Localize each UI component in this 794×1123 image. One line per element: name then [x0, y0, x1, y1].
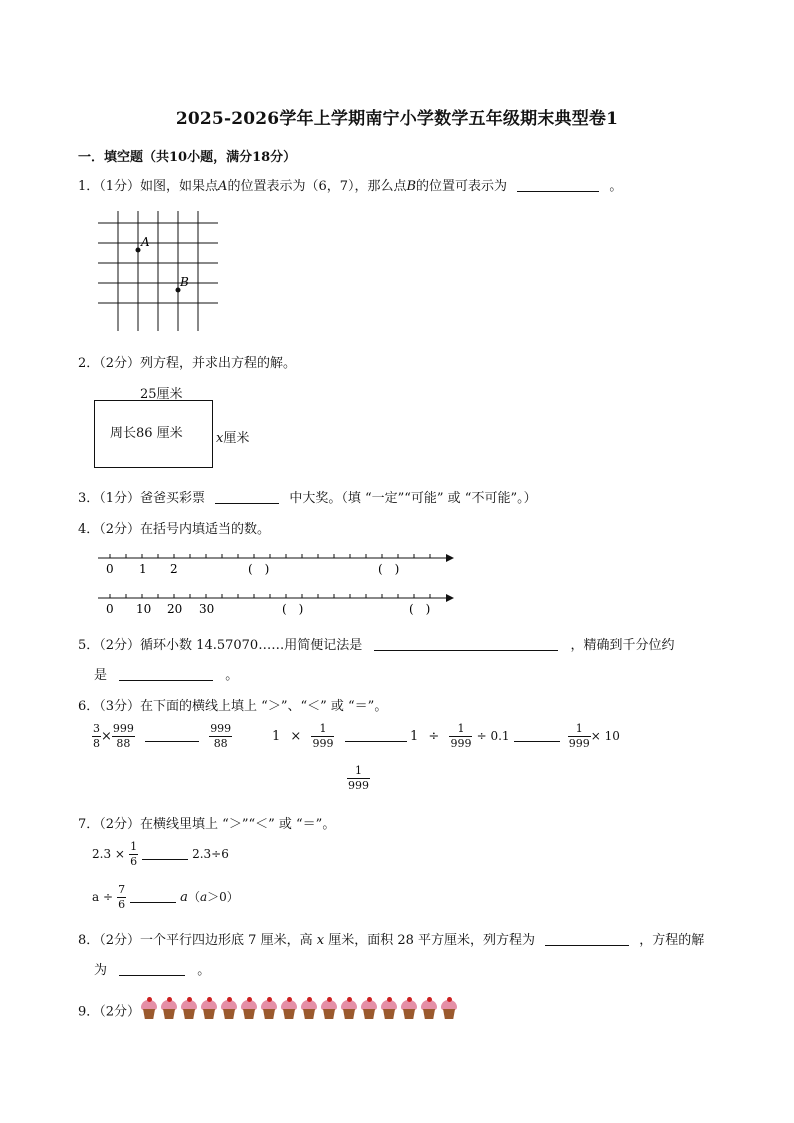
q5-prefix: 5．（2分）循环小数 14.57070……用简便记法是 [78, 638, 363, 653]
q6-e2-rhs-frac: $\frac{1}{999}$ [348, 764, 369, 792]
q7-row-1: 2.3 × $\frac{1}{6}$ 2.3÷6 [92, 840, 229, 868]
q6-expr-1: $\frac{3}{8}$ × $\frac{999}{88}$ $\frac{999}{88}$ [93, 722, 232, 750]
q8-answer-blank-2[interactable] [119, 961, 185, 976]
q4-number-line-2 [96, 588, 456, 618]
q2-side-unit: 厘米 [223, 431, 250, 446]
q6-expr-3: 1 ÷ $\frac{1}{999}$ ÷ 0.1 $\frac{1}{999}$ × 10 [410, 722, 620, 750]
q1-answer-blank[interactable] [517, 177, 599, 192]
grid-point-a [136, 248, 141, 253]
question-6: 6．（3分）在下面的横线上填上 “＞”、“＜” 或 “＝”。 [78, 699, 388, 714]
q6-e1-rhs-frac: $\frac{999}{88}$ [210, 722, 232, 750]
page-title: 2025-2026学年上学期南宁小学数学五年级期末典型卷1 [175, 109, 619, 129]
q8-mid: 厘米，面积 28 平方厘米，列方程为 [328, 933, 536, 948]
q8-var: x [316, 933, 325, 948]
cupcake-icon [180, 1000, 198, 1020]
q6-e2-frac: $\frac{1}{999}$ [312, 722, 334, 750]
cupcake-icon [140, 1000, 158, 1020]
q1-suffix: 的位置可表示为 [416, 179, 508, 194]
q8-prefix: 8．（2分）一个平行四边形底 7 厘米，高 [78, 933, 313, 948]
nl1-tick-1: 1 [139, 562, 147, 576]
cupcake-icon [300, 1000, 318, 1020]
q6-e3-frac: $\frac{1}{999}$ [450, 722, 472, 750]
grid-label-a: A [141, 235, 150, 249]
q6-e1-frac2: $\frac{999}{88}$ [112, 722, 134, 750]
nl2-tick-0: 0 [106, 602, 114, 616]
cupcake-icon [420, 1000, 438, 1020]
nl1-tick-2: 2 [170, 562, 178, 576]
q1-mid: 的位置表示为（6，7），那么点 [227, 179, 407, 194]
question-4: 4．（2分）在括号内填适当的数。 [78, 522, 271, 537]
section-heading: 一．填空题（共10小题，满分18分） [78, 150, 297, 165]
q2-side-label [216, 427, 249, 446]
question-3 [78, 487, 537, 506]
nl2-blank-1: ( ) [282, 602, 304, 616]
question-5-line2 [94, 664, 238, 683]
cupcake-icon [360, 1000, 378, 1020]
q5-end: 。 [225, 668, 239, 683]
q4-number-line-1 [96, 548, 456, 578]
q6-expr-2-rhs [347, 764, 370, 793]
grid-label-b: B [180, 275, 189, 289]
cupcake-icon [400, 1000, 418, 1020]
nl2-tick-20: 20 [167, 602, 183, 616]
nl1-blank-1: ( ) [248, 562, 270, 576]
q1-prefix: 1．（1分）如图，如果点 [78, 179, 219, 194]
q5-suffix: ，精确到千分位约 [570, 638, 675, 653]
q8-line2-prefix: 为 [94, 963, 108, 978]
q3-answer-blank[interactable] [215, 489, 279, 504]
q6-blank-2[interactable] [345, 727, 407, 742]
cupcake-icon [440, 1000, 458, 1020]
cupcake-row [140, 1003, 460, 1018]
q1-point-b: B [406, 179, 417, 194]
question-5 [78, 634, 675, 653]
nl2-tick-30: 30 [199, 602, 215, 616]
q7-r1-frac: $\frac{1}{6}$ [130, 840, 138, 868]
cupcake-icon [260, 1000, 278, 1020]
q8-suffix: ，方程的解 [639, 933, 705, 948]
q5-answer-blank-2[interactable] [119, 666, 213, 681]
q6-e3-rhs-frac: $\frac{1}{999}$ [568, 722, 590, 750]
q6-e1-frac1: $\frac{3}{8}$ [93, 722, 100, 750]
q8-answer-blank-1[interactable] [545, 931, 629, 946]
cupcake-icon [280, 1000, 298, 1020]
question-2: 2．（2分）列方程，并求出方程的解。 [78, 356, 297, 371]
q3-suffix: 中大奖。（填 “一定”“可能” 或 “不可能”。） [289, 491, 537, 506]
q7-blank-1[interactable] [142, 845, 188, 860]
q2-inner-label: 周长86 厘米 [110, 426, 183, 441]
question-1 [78, 175, 622, 194]
q3-prefix: 3．（1分）爸爸买彩票 [78, 491, 206, 506]
q9-prefix: 9．（2分） [78, 1004, 141, 1020]
q7-row-2: a ÷ $\frac{7}{6}$ a（a＞0） [92, 883, 239, 911]
q6-blank-1[interactable] [145, 727, 199, 742]
question-7: 7．（2分）在横线里填上 “＞”“＜” 或 “＝”。 [78, 817, 336, 832]
q1-point-a: A [218, 179, 228, 194]
nl1-tick-0: 0 [106, 562, 114, 576]
q6-expr-2: 1 × $\frac{1}{999}$ [272, 722, 413, 751]
question-9 [78, 1000, 460, 1020]
question-8 [78, 929, 704, 948]
q1-end: 。 [609, 179, 623, 194]
cupcake-icon [200, 1000, 218, 1020]
cupcake-icon [220, 1000, 238, 1020]
q7-blank-2[interactable] [130, 888, 176, 903]
question-8-line2 [94, 959, 210, 978]
q6-blank-3[interactable] [514, 727, 560, 742]
cupcake-icon [340, 1000, 358, 1020]
q2-side-var: x [216, 431, 224, 446]
nl1-blank-2: ( ) [378, 562, 400, 576]
cupcake-icon [160, 1000, 178, 1020]
q7-r2-frac: $\frac{7}{6}$ [118, 883, 126, 911]
cupcake-icon [320, 1000, 338, 1020]
cupcake-icon [240, 1000, 258, 1020]
q5-answer-blank-1[interactable] [374, 636, 558, 651]
nl2-tick-10: 10 [136, 602, 152, 616]
q8-end: 。 [197, 963, 211, 978]
cupcake-icon [380, 1000, 398, 1020]
q2-top-label: 25厘米 [140, 387, 183, 402]
q5-line2-prefix: 是 [94, 668, 108, 683]
q1-grid-figure [90, 206, 225, 336]
nl2-blank-2: ( ) [409, 602, 431, 616]
